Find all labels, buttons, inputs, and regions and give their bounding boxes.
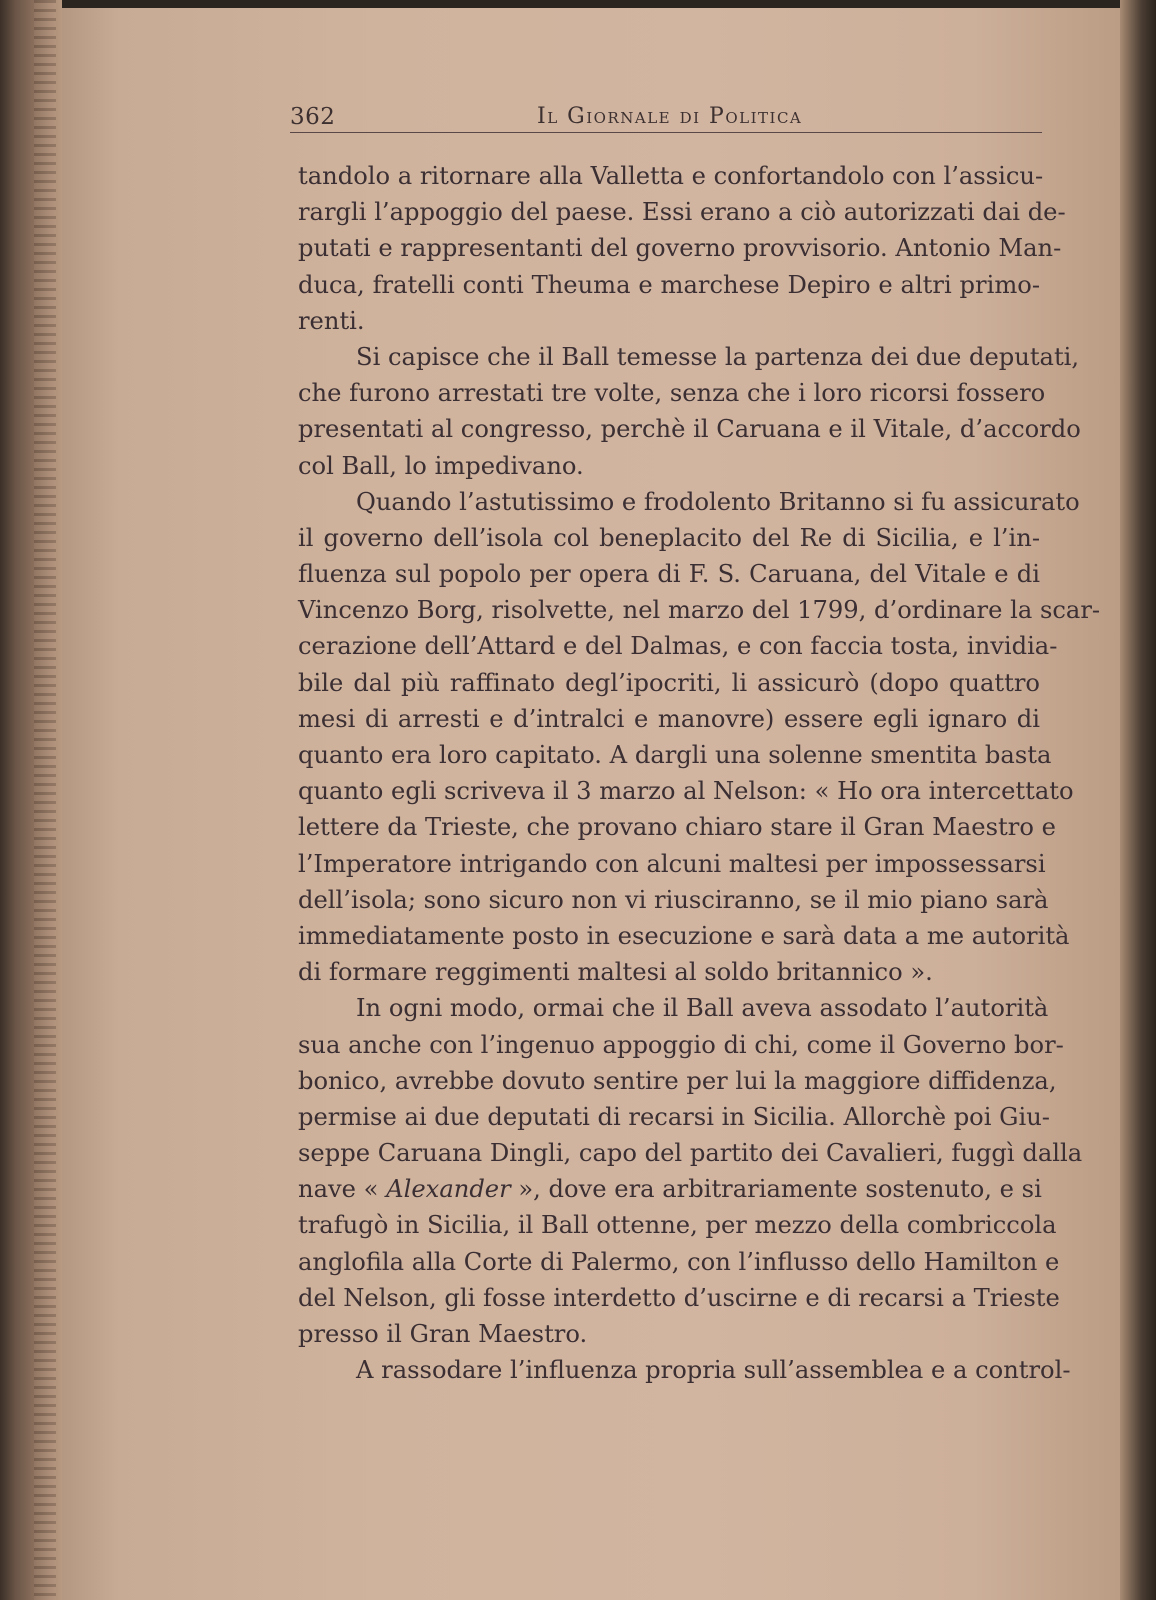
paragraph-start-line: In ogni modo, ormai che il Ball aveva assodato l’autorità (356, 994, 1049, 1023)
running-title: Il Giornale di Politica (537, 104, 803, 129)
paragraph-start-line: Quando l’astutissimo e frodolento Britanno si fu assicurato (356, 487, 1080, 516)
body-text (298, 158, 1101, 1388)
text-line: l’Imperatore intrigando con alcuni maltesi per impossessarsi (298, 849, 1046, 878)
binding-texture (34, 0, 56, 1600)
text-line: di formare reggimenti maltesi al soldo britannico ». (298, 958, 933, 987)
text-line: seppe Caruana Dingli, capo del partito dei Cavalieri, fuggì dalla (298, 1139, 1083, 1168)
text-line: trafugò in Sicilia, il Ball ottenne, per mezzo della combriccola (298, 1211, 1057, 1240)
text-line: duca, fratelli conti Theuma e marchese Depiro e altri primo- (298, 270, 1040, 299)
text-line: presso il Gran Maestro. (298, 1320, 588, 1348)
italic-ship-name: Alexander (386, 1175, 511, 1204)
text-line: tandolo a ritornare alla Valletta e confortandolo con l’assicu- (298, 162, 1044, 190)
text-line: bile dal più raffinato degl’ipocriti, li assicurò (dopo quattro (298, 668, 1040, 697)
running-header (290, 100, 1050, 134)
text-line: putati e rappresentanti del governo provvisorio. Antonio Man- (298, 234, 1062, 263)
text-line: immediatamente posto in esecuzione e sarà data a me autorità (298, 921, 1070, 950)
text-line: anglofila alla Corte di Palermo, con l’influsso dello Hamilton e (298, 1247, 1060, 1276)
text-fragment: nave « (298, 1175, 387, 1204)
text-line: del Nelson, gli fosse interdetto d’uscirne e di recarsi a Trieste (298, 1283, 1060, 1312)
text-line: dell’isola; sono sicuro non vi riusciranno, se il mio piano sarà (298, 885, 1049, 914)
paragraph-start-line: A rassodare l’influenza propria sull’assemblea e a control- (356, 1356, 1071, 1385)
book-binding (0, 0, 62, 1600)
text-line: che furono arrestati tre volte, senza che i loro ricorsi fossero (298, 379, 1046, 408)
text-line: presentati al congresso, perchè il Caruana e il Vitale, d’accordo (298, 415, 1081, 444)
text-line: cerazione dell’Attard e del Dalmas, e con faccia tosta, invidia- (298, 632, 1058, 661)
header-rule (290, 132, 1042, 133)
text-line: sua anche con l’ingenuo appoggio di chi, come il Governo bor- (298, 1030, 1064, 1059)
text-line: col Ball, lo impedivano. (298, 451, 584, 480)
text-line: Vincenzo Borg, risolvette, nel marzo del 1799, d’ordinare la scar- (298, 596, 1101, 625)
text-line: il governo dell’isola col beneplacito del Re di Sicilia, e l’in- (298, 523, 1040, 552)
page-number: 362 (290, 104, 336, 130)
page-right-edge (1120, 0, 1156, 1600)
text-line: quanto egli scriveva il 3 marzo al Nelson: « Ho ora intercettato (298, 777, 1074, 806)
text-line: fluenza sul popolo per opera di F. S. Caruana, del Vitale e di (298, 560, 1040, 589)
text-line-with-italic (298, 1171, 1040, 1207)
text-line: mesi di arresti e d’intralci e manovre) essere egli ignaro di (298, 704, 1040, 733)
text-line: lettere da Trieste, che provano chiaro stare il Gran Maestro e (298, 813, 1056, 842)
text-line: quanto era loro capitato. A dargli una solenne smentita basta (298, 741, 1052, 769)
text-line: permise ai due deputati di recarsi in Sicilia. Allorchè poi Giu- (298, 1102, 1050, 1131)
text-line: renti. (298, 306, 365, 335)
text-line: bonico, avrebbe dovuto sentire per lui la maggiore diffidenza, (298, 1066, 1057, 1095)
text-line: rargli l’appoggio del paese. Essi erano a ciò autorizzati dai de- (298, 198, 1066, 227)
paragraph-start-line: Si capisce che il Ball temesse la partenza dei due deputati, (356, 342, 1080, 371)
text-fragment: », dove era arbitrariamente sostenuto, e si (510, 1175, 1042, 1204)
